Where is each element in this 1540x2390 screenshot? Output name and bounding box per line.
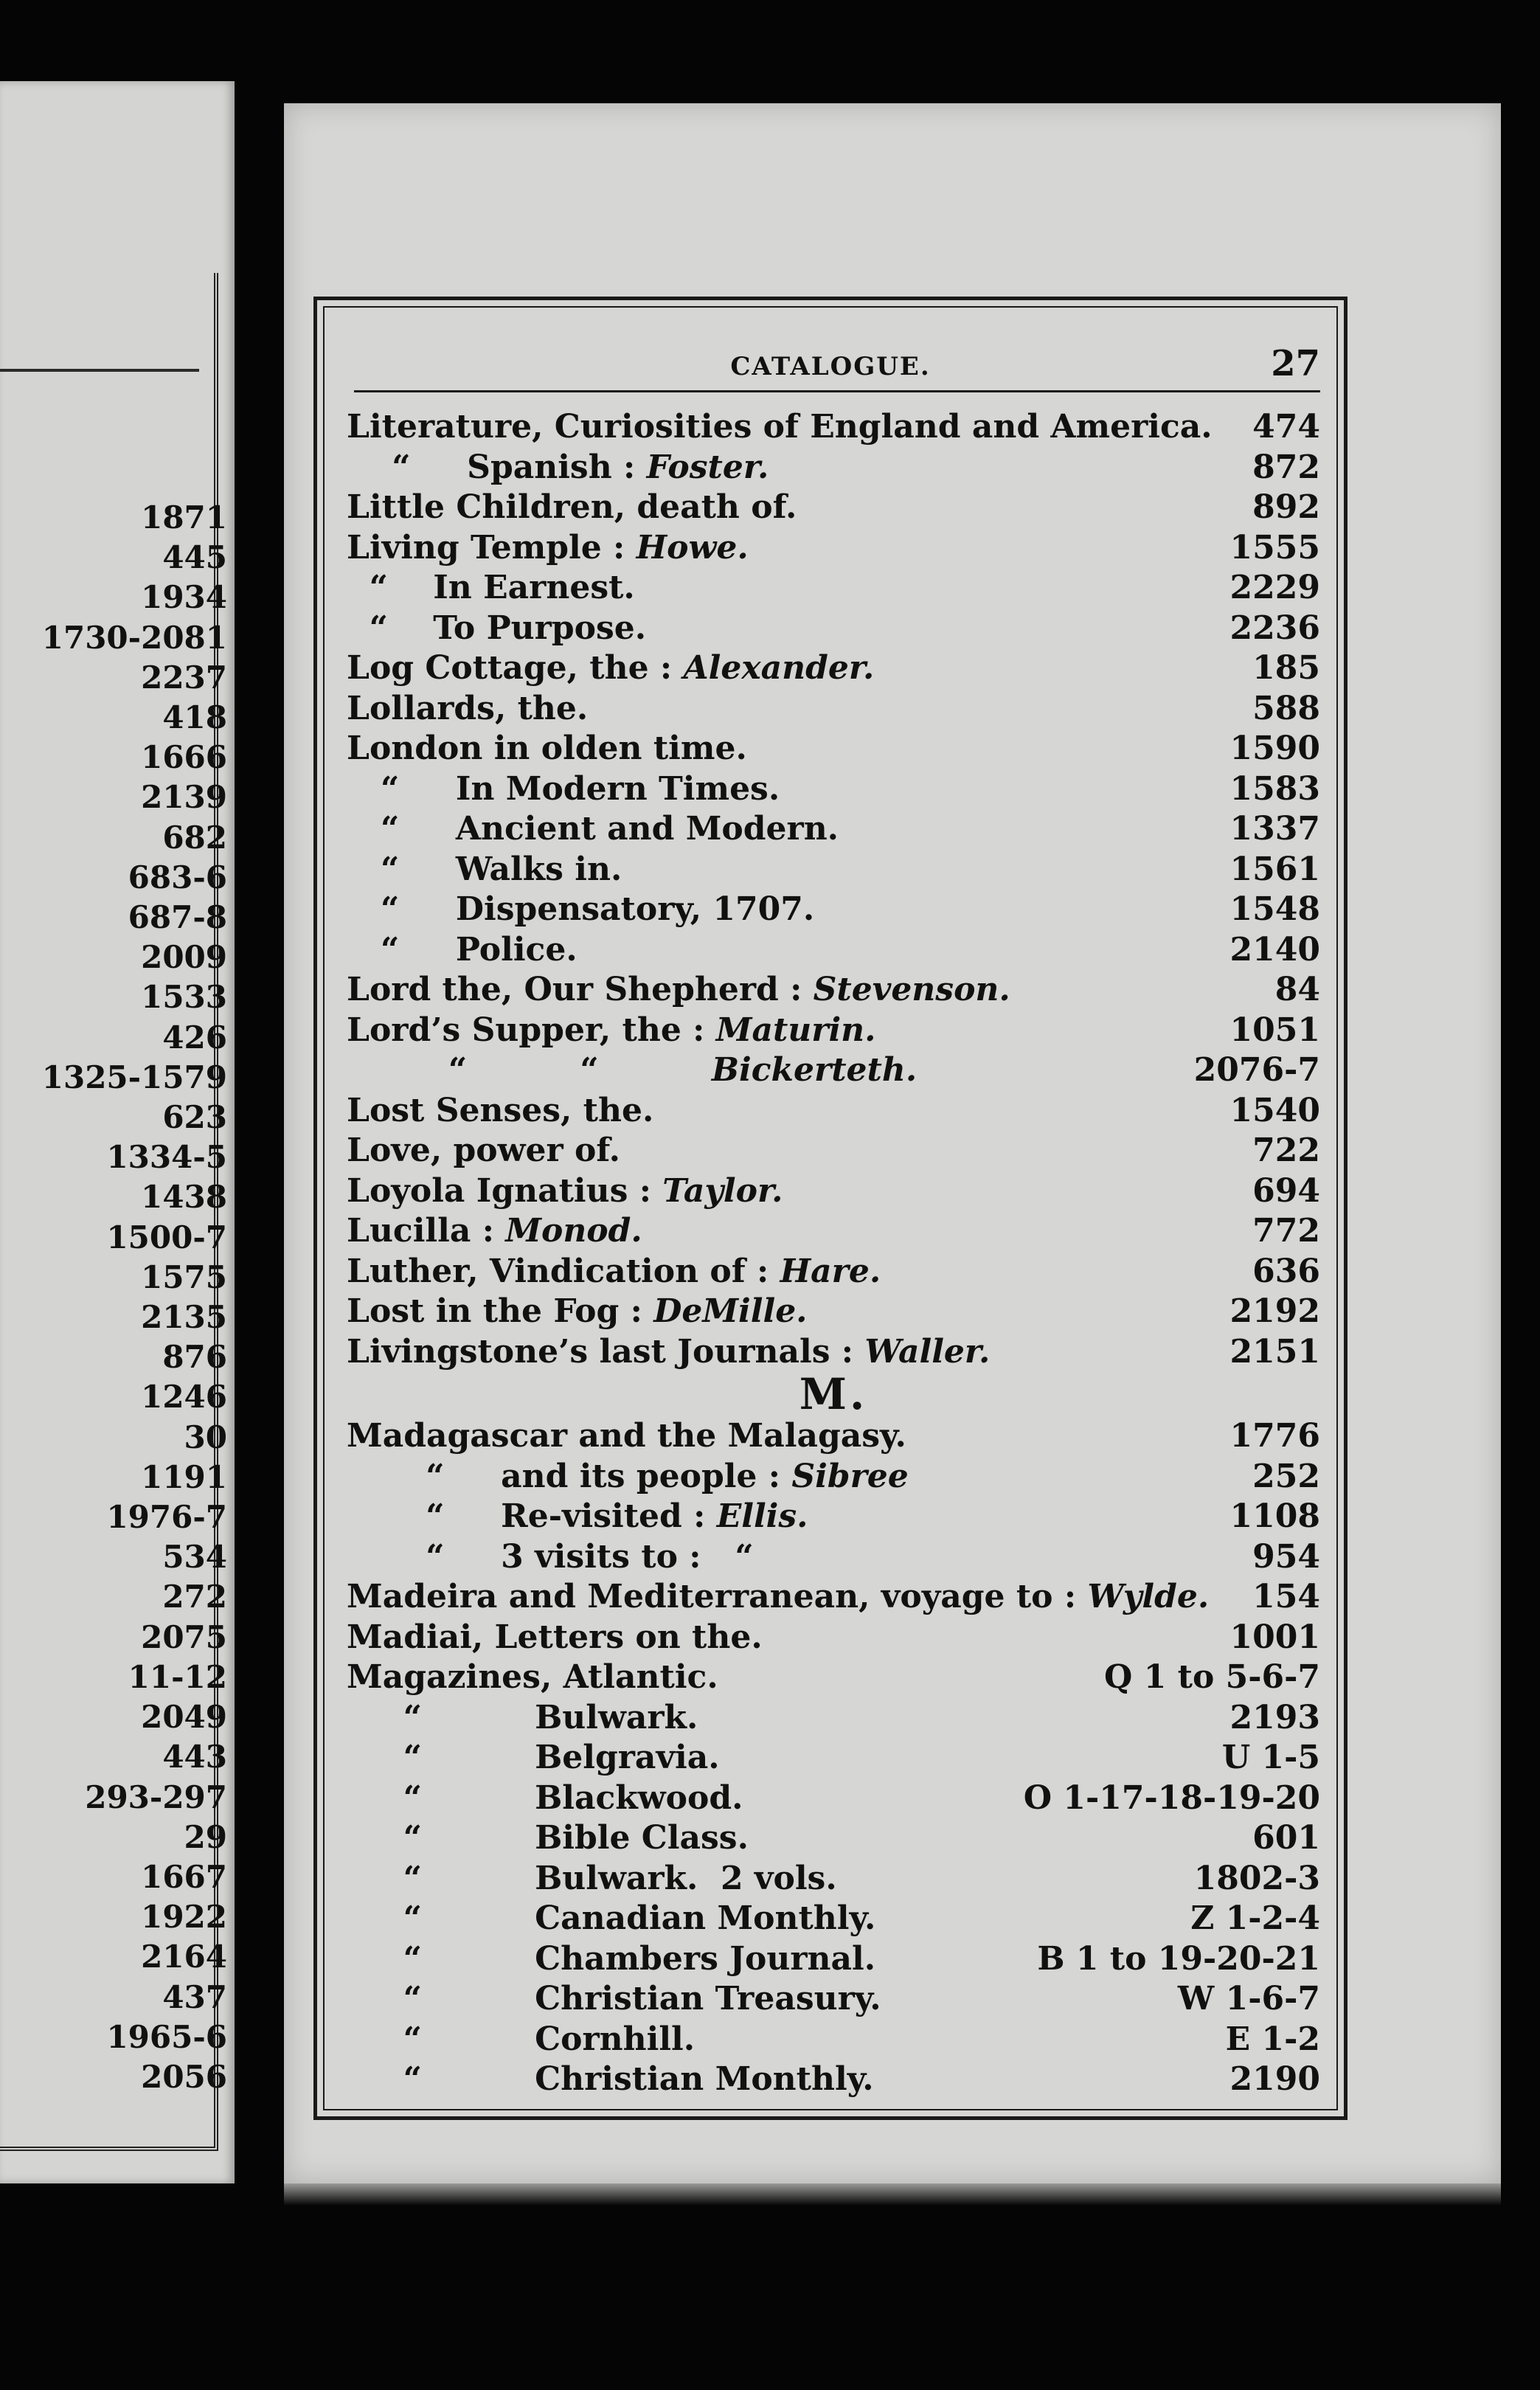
catalogue-entry (347, 1171, 1320, 1212)
entry-title (347, 1618, 763, 1658)
entry-title-text: “ Bulwark. 2 vols. (347, 1859, 837, 1897)
entry-number: 1590 (1229, 730, 1320, 767)
entry-title (347, 1457, 909, 1497)
entry-author: Sibree (791, 1457, 909, 1495)
catalogue-entry (347, 1537, 1320, 1578)
entry-title-text: Magazines, Atlantic. (347, 1658, 718, 1696)
previous-page-number: 1325-1579 (41, 1059, 227, 1095)
catalogue-entry (347, 1091, 1320, 1132)
entry-title-text: “ and its people : (347, 1457, 792, 1495)
catalogue-entry (347, 1211, 1320, 1252)
previous-page-number: 1191 (141, 1458, 227, 1495)
entry-author: Foster. (646, 448, 769, 486)
entry-title-text: Livingstone’s last Journals : (347, 1332, 865, 1371)
entry-title (347, 2020, 695, 2060)
previous-page-fragment (0, 81, 235, 2183)
previous-page-number: 1730-2081 (41, 619, 227, 656)
entry-title (347, 1332, 990, 1372)
catalogue-entries (347, 407, 1320, 2100)
entry-number: W 1-6-7 (1177, 1980, 1320, 2017)
catalogue-entry (347, 1939, 1320, 1980)
previous-page-number: 1965-6 (106, 2018, 227, 2055)
catalogue-entry (347, 1899, 1320, 1939)
previous-page-number: 437 (162, 1978, 227, 2015)
entry-number: 2076-7 (1193, 1051, 1320, 1089)
entry-title (347, 1211, 642, 1251)
page-title: CATALOGUE. (730, 352, 931, 381)
entry-title-text: Lord’s Supper, the : (347, 1011, 716, 1049)
entry-title-text: “ “ (347, 1051, 712, 1089)
catalogue-entry (347, 890, 1320, 930)
entry-title-text: Lucilla : (347, 1212, 506, 1250)
catalogue-entry (347, 1979, 1320, 2020)
entry-title-text: Madagascar and the Malagasy. (347, 1417, 906, 1455)
entry-title-text: London in olden time. (347, 730, 747, 767)
entry-title-text: Log Cottage, the : (347, 649, 684, 687)
entry-title-text: “ To Purpose. (347, 609, 647, 647)
entry-title-text: “ Christian Treasury. (347, 1980, 881, 2017)
catalogue-entry (347, 2060, 1320, 2100)
entry-title-text: “ Re-visited : (347, 1497, 717, 1535)
catalogue-entry (347, 1292, 1320, 1332)
entry-number: 1561 (1229, 850, 1320, 888)
entry-title (347, 1050, 917, 1090)
catalogue-entry (347, 1577, 1320, 1618)
entry-title (347, 1292, 808, 1331)
catalogue-entry (347, 407, 1320, 448)
entry-title-text: Lost in the Fog : (347, 1292, 654, 1330)
entry-title-text: “ Belgravia. (347, 1739, 720, 1776)
previous-page-number: 1500-7 (106, 1219, 227, 1255)
entry-title (347, 1171, 783, 1211)
entry-title (347, 1698, 698, 1738)
entry-title-text: “ Canadian Monthly. (347, 1899, 876, 1937)
entry-number: U 1-5 (1221, 1739, 1320, 1776)
entry-number: 772 (1252, 1212, 1320, 1250)
previous-page-number: 2049 (141, 1699, 227, 1736)
catalogue-entry (347, 1252, 1320, 1292)
catalogue-entry (347, 1131, 1320, 1171)
previous-page-number: 2056 (141, 2058, 227, 2095)
entry-number: 1337 (1229, 810, 1320, 848)
entry-title-text: “ Christian Monthly. (347, 2060, 874, 2098)
previous-page-number: 2009 (141, 939, 227, 976)
catalogue-entry (347, 970, 1320, 1011)
entry-title-text: “ In Modern Times. (347, 769, 780, 808)
entry-title (347, 648, 874, 688)
entry-title-text: Madeira and Mediterranean, voyage to : (347, 1578, 1088, 1615)
entry-number: 601 (1252, 1819, 1320, 1857)
entry-title-text: “ Walks in. (347, 850, 622, 888)
section-letter-heading: M. (799, 1369, 868, 1419)
previous-page-number: 418 (162, 699, 227, 736)
catalogue-page (284, 103, 1501, 2183)
entry-title-text: Luther, Vindication of : (347, 1252, 780, 1290)
previous-page-number: 11-12 (128, 1658, 227, 1695)
entry-title (347, 729, 747, 769)
previous-page-number: 683-6 (128, 859, 227, 896)
page-number: 27 (1271, 343, 1320, 384)
entry-title (347, 1091, 653, 1131)
entry-title (347, 1497, 808, 1537)
entry-title (347, 1011, 875, 1050)
entry-title-text: “ Spanish : (347, 448, 647, 486)
entry-number: 154 (1252, 1578, 1320, 1615)
entry-number: 2151 (1229, 1332, 1320, 1371)
previous-page-number: 293-297 (85, 1778, 227, 1815)
previous-page-number: 1575 (141, 1258, 227, 1295)
entry-title (347, 1738, 720, 1778)
entry-title (347, 689, 588, 729)
previous-page-number: 1438 (141, 1179, 227, 1216)
page-bottom-edge (284, 2183, 1501, 2206)
catalogue-entry (347, 1050, 1320, 1091)
catalogue-entry (347, 689, 1320, 730)
entry-title (347, 850, 622, 890)
entry-author: Bickerteth. (711, 1051, 918, 1089)
previous-page-number: 445 (162, 539, 227, 576)
entry-author: Waller. (864, 1332, 991, 1371)
catalogue-entry (347, 1658, 1320, 1698)
entry-author: Taylor. (662, 1171, 783, 1210)
entry-title-text: “ Ancient and Modern. (347, 810, 839, 848)
catalogue-entry (347, 1738, 1320, 1778)
previous-page-number: 2237 (141, 659, 227, 696)
entry-number: 84 (1274, 971, 1320, 1008)
entry-title-text: Literature, Curiosities of England and America. (347, 408, 1213, 446)
entry-number: 1776 (1229, 1417, 1320, 1455)
previous-page-number: 534 (162, 1539, 227, 1576)
entry-title (347, 1131, 620, 1171)
entry-title (347, 1899, 875, 1939)
entry-title (347, 1979, 881, 2019)
entry-title-text: Lollards, the. (347, 689, 589, 727)
entry-title (347, 1859, 837, 1899)
entry-title (347, 769, 780, 809)
header-rule (354, 390, 1320, 392)
catalogue-entry (347, 809, 1320, 850)
catalogue-entry (347, 769, 1320, 810)
catalogue-entry (347, 1618, 1320, 1658)
entry-title-text: Loyola Ignatius : (347, 1171, 663, 1210)
entry-title-text: Living Temple : (347, 528, 637, 567)
catalogue-entry (347, 1457, 1320, 1497)
entry-title-text: “ Police. (347, 930, 578, 969)
entry-number: 872 (1252, 448, 1320, 486)
entry-title-text: “ Dispensatory, 1707. (347, 890, 815, 928)
entry-title (347, 970, 1010, 1010)
entry-title-text: “ In Earnest. (347, 569, 635, 606)
entry-title-text: “ 3 visits to : “ (347, 1537, 754, 1576)
catalogue-entry (347, 1416, 1320, 1457)
entry-number: 1583 (1229, 769, 1320, 808)
previous-page-number: 682 (162, 819, 227, 856)
entry-number: 1540 (1229, 1091, 1320, 1129)
entry-author: Ellis. (716, 1497, 808, 1535)
entry-title (347, 1416, 906, 1456)
catalogue-entry (347, 1497, 1320, 1537)
entry-number: 2192 (1229, 1292, 1320, 1330)
entry-title-text: “ Blackwood. (347, 1778, 743, 1817)
entry-title (347, 488, 797, 527)
catalogue-entry (347, 1818, 1320, 1859)
previous-page-number: 876 (162, 1339, 227, 1376)
entry-title (347, 1818, 749, 1858)
previous-page-number: 1922 (141, 1899, 227, 1936)
previous-page-number: 687-8 (128, 899, 227, 936)
entry-number: 1108 (1229, 1497, 1320, 1535)
entry-number: B 1 to 19-20-21 (1037, 1939, 1320, 1978)
entry-number: 474 (1252, 408, 1320, 446)
entry-number: 2140 (1229, 930, 1320, 969)
previous-page-number: 623 (162, 1099, 227, 1136)
entry-number: 1051 (1229, 1011, 1320, 1049)
entry-author: Stevenson. (813, 971, 1010, 1008)
previous-page-number: 2139 (141, 779, 227, 816)
entry-title-text: “ Bulwark. (347, 1698, 698, 1736)
entry-title-text: Love, power of. (347, 1132, 620, 1169)
entry-author: Hare. (780, 1252, 881, 1290)
previous-page-number: 30 (184, 1419, 227, 1455)
entry-number: 636 (1252, 1252, 1320, 1290)
previous-page-number: 1871 (141, 499, 227, 536)
entry-title (347, 1939, 875, 1979)
entry-title-text: Lord the, Our Shepherd : (347, 971, 814, 1008)
entry-number: 722 (1252, 1132, 1320, 1169)
entry-title (347, 1577, 1209, 1617)
catalogue-entry (347, 930, 1320, 971)
entry-number: 1555 (1229, 528, 1320, 567)
previous-page-number: 1667 (141, 1858, 227, 1895)
entry-number: 252 (1252, 1457, 1320, 1495)
entry-number: 588 (1252, 689, 1320, 727)
catalogue-entry (347, 528, 1320, 569)
page-header (325, 343, 1336, 387)
previous-page-number: 1246 (141, 1379, 227, 1416)
catalogue-entry (347, 1698, 1320, 1739)
previous-page-number: 272 (162, 1579, 227, 1615)
entry-title (347, 448, 769, 488)
entry-title-text: “ Cornhill. (347, 2020, 696, 2058)
previous-page-rule (0, 369, 199, 372)
entry-title (347, 890, 814, 929)
previous-page-number: 29 (184, 1818, 227, 1855)
previous-page-number: 2075 (141, 1618, 227, 1655)
entry-author: Maturin. (715, 1011, 876, 1049)
catalogue-entry (347, 1859, 1320, 1899)
entry-number: 1802-3 (1193, 1859, 1320, 1897)
previous-page-number: 1666 (141, 739, 227, 776)
catalogue-entry (347, 488, 1320, 528)
entry-title (347, 2060, 874, 2099)
previous-page-number: 2135 (141, 1299, 227, 1336)
previous-page-number: 1934 (141, 579, 227, 616)
entry-title (347, 1658, 718, 1697)
entry-title (347, 1778, 743, 1818)
entry-title (347, 407, 1213, 447)
entry-number: 892 (1252, 488, 1320, 526)
entry-number: 2193 (1229, 1698, 1320, 1736)
previous-page-number: 2164 (141, 1939, 227, 1975)
catalogue-entry (347, 609, 1320, 649)
entry-title-text: Little Children, death of. (347, 488, 797, 526)
entry-number: 2190 (1229, 2060, 1320, 2098)
entry-title-text: Madiai, Letters on the. (347, 1618, 763, 1656)
previous-page-number: 426 (162, 1019, 227, 1056)
entry-number: 1548 (1229, 890, 1320, 928)
catalogue-entry (347, 1011, 1320, 1051)
page-frame-inner (323, 306, 1338, 2110)
entry-title-text: Lost Senses, the. (347, 1091, 654, 1129)
entry-number: 694 (1252, 1171, 1320, 1210)
entry-title (347, 528, 749, 568)
entry-number: Z 1-2-4 (1190, 1899, 1320, 1937)
entry-number: 1001 (1229, 1618, 1320, 1656)
entry-number: 2236 (1229, 609, 1320, 647)
previous-page-number: 1334-5 (106, 1139, 227, 1176)
page-frame (313, 297, 1348, 2120)
entry-title (347, 609, 646, 648)
entry-author: Alexander. (683, 649, 875, 687)
entry-number: 2229 (1229, 569, 1320, 606)
entry-number: O 1-17-18-19-20 (1023, 1778, 1320, 1817)
previous-page-number: 1976-7 (106, 1499, 227, 1536)
entry-title (347, 1252, 881, 1292)
catalogue-entry (347, 1332, 1320, 1373)
catalogue-entry (347, 729, 1320, 769)
catalogue-entry (347, 850, 1320, 890)
entry-author: Monod. (505, 1212, 642, 1250)
entry-number: 954 (1252, 1537, 1320, 1576)
entry-number: Q 1 to 5-6-7 (1104, 1658, 1320, 1696)
entry-title (347, 568, 635, 608)
catalogue-entry (347, 1778, 1320, 1819)
entry-title-text: “ Bible Class. (347, 1819, 749, 1857)
entry-title-text: “ Chambers Journal. (347, 1939, 876, 1978)
entry-number: E 1-2 (1225, 2020, 1320, 2058)
previous-page-number-column (6, 498, 227, 2097)
entry-author: Wylde. (1087, 1578, 1210, 1615)
entry-title (347, 809, 839, 849)
entry-number: 185 (1252, 649, 1320, 687)
catalogue-entry (347, 448, 1320, 488)
entry-title (347, 1537, 754, 1577)
previous-page-number: 443 (162, 1739, 227, 1776)
previous-page-number: 1533 (141, 979, 227, 1016)
catalogue-entry (347, 568, 1320, 609)
catalogue-entry (347, 648, 1320, 689)
entry-author: DeMille. (653, 1292, 808, 1330)
entry-title (347, 930, 578, 970)
catalogue-entry (347, 2020, 1320, 2060)
entry-author: Howe. (636, 528, 749, 567)
